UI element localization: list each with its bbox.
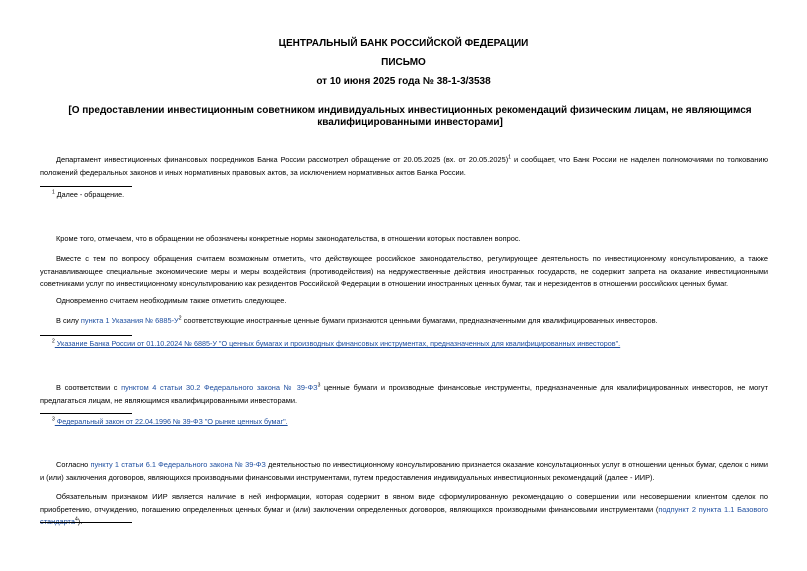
link-ukazanie-6885[interactable]: пункта 1 Указания № 6885-У <box>80 316 179 325</box>
paragraph-5 <box>40 315 768 328</box>
footnote-ref-4[interactable]: 4 <box>74 516 78 523</box>
paragraph-3: Вместе с тем по вопросу обращения считаем возможным отметить, что действующее российское законодательство, регулирующее деятельность по инвестиционному консультированию, а также устанавливающее специальные экономические меры и меры воздействия (противодействия) на недружественные действия иностранных государств, не содержит запрета на оказание инвестиционными советниками услуг по инвестиционному консультированию как резидентов Российской Федерации в отношении иностранных ценных бумаг, так и нерезидентов в отношении российских ценных бумаг. <box>40 254 768 288</box>
paragraph-5-text-a: В силу <box>56 316 81 325</box>
paragraph-8-text-a: Обязательным признаком ИИР является наличие в ней информации, которая содержит в явном виде сформулированную рекомендацию о совершении или несовершении клиентом сделок по приобретению, отчуждению, погашению определенных ценных бумаг и (или) заключении определенных договоров, являющихся производными финансовыми инструментами ( <box>40 492 768 514</box>
footnote-separator-4 <box>40 522 132 523</box>
footnote-separator-2 <box>40 335 132 336</box>
paragraph-8 <box>40 491 768 529</box>
footnote-ref-3[interactable]: 3 <box>317 382 321 389</box>
link-law-39fz-6-1[interactable]: пункту 1 статьи 6.1 Федерального закона № 39-ФЗ <box>90 460 266 469</box>
footnote-separator-1 <box>40 186 132 187</box>
footnote-2-link[interactable]: Указание Банка России от 01.10.2024 № 6885-У "О ценных бумагах и производных финансовых инструментах, предназначенных для квалифицированных инвесторов". <box>54 339 621 348</box>
footnote-ref-2[interactable]: 2 <box>178 315 182 322</box>
paragraph-8-text-b: ). <box>77 517 83 526</box>
footnote-2-mark: 2 <box>52 338 55 345</box>
footnote-1 <box>52 189 752 200</box>
doc-type: ПИСЬМО <box>381 57 426 68</box>
footnote-1-text: Далее - обращение. <box>54 190 125 199</box>
footnote-2 <box>52 338 752 349</box>
doc-date-number: от 10 июня 2025 года № 38-1-3/3538 <box>316 76 491 87</box>
paragraph-7-text-b: деятельностью по инвестиционному консультированию признается оказание консультационных услуг в отношении ценных бумаг, сделок с ними и (или) заключения договоров, являющихся производными финансовыми инструментами, путем предоставления индивидуальных инвестиционных рекомендаций (далее - ИИР). <box>40 460 768 482</box>
link-law-39fz-30-2[interactable]: пунктом 4 статьи 30.2 Федерального закона № 39-ФЗ <box>121 383 318 392</box>
paragraph-6-text-b: ценные бумаги и производные финансовые инструменты, предназначенные для квалифицированных инвесторов, не могут предлагаться лицам, не являющимся квалифицированными инвесторами. <box>40 383 769 405</box>
link-base-standard[interactable]: подпункт 2 пункта 1.1 Базового стандарта <box>40 504 768 526</box>
footnote-3-link[interactable]: Федеральный закон от 22.04.1996 № 39-ФЗ "О рынке ценных бумаг". <box>54 417 288 426</box>
paragraph-1-text-b: и сообщает, что Банк России не наделен полномочиями по толкованию положений федеральных законов и иных нормативных правовых актов, за исключением нормативных актов Банка России. <box>40 155 768 177</box>
paragraph-7-text-a: Согласно <box>56 460 91 469</box>
paragraph-2: Кроме того, отмечаем, что в обращении не обозначены конкретные нормы законодательства, в отношении которых поставлен вопрос. <box>56 234 521 243</box>
paragraph-6-text-a: В соответствии с <box>56 383 122 392</box>
paragraph-4: Одновременно считаем необходимым также отметить следующее. <box>56 296 287 305</box>
footnote-3-mark: 3 <box>52 416 55 423</box>
bank-name: ЦЕНТРАЛЬНЫЙ БАНК РОССИЙСКОЙ ФЕДЕРАЦИИ <box>278 38 529 49</box>
footnote-separator-3 <box>40 413 132 414</box>
paragraph-1-text-a: Департамент инвестиционных финансовых посредников Банка России рассмотрел обращение от 20.05.2025 (вх. от 20.05.2025) <box>56 155 509 164</box>
paragraph-6 <box>40 382 768 407</box>
footnote-1-mark: 1 <box>52 189 55 196</box>
paragraph-7 <box>40 459 768 484</box>
paragraph-5-text-b: соответствующие иностранные ценные бумаги признаются ценными бумагами, предназначенными для квалифицированных инвесторов. <box>181 316 658 325</box>
paragraph-1 <box>40 154 768 179</box>
footnote-ref-1[interactable]: 1 <box>508 154 511 161</box>
footnote-3 <box>52 416 752 427</box>
doc-subject: [О предоставлении инвестиционным советником индивидуальных инвестиционных рекомендаций физическим лицам, не являющимся квалифицированными инвесторами] <box>68 105 752 128</box>
